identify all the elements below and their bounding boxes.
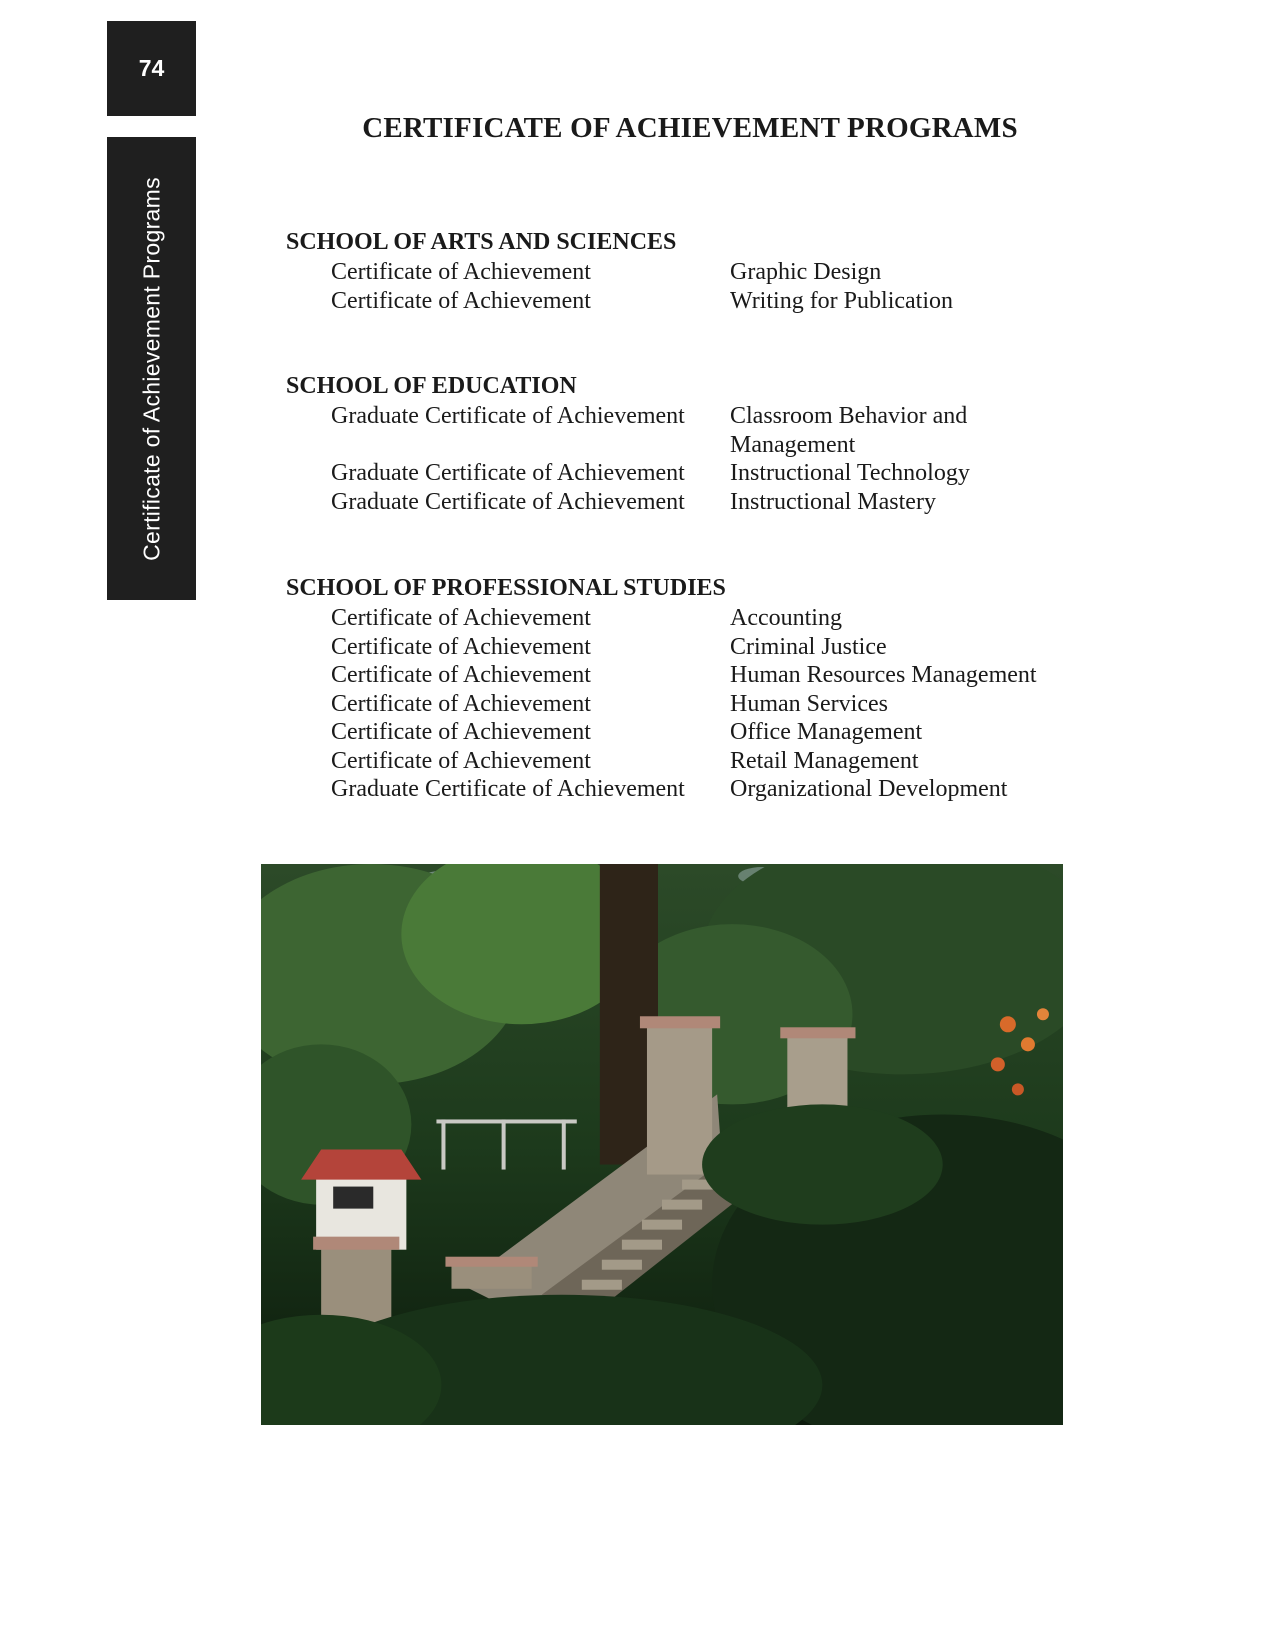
certificate-type: Certificate of Achievement bbox=[331, 747, 591, 774]
section-heading: SCHOOL OF PROFESSIONAL STUDIES bbox=[286, 575, 726, 601]
program-name: Organizational Development bbox=[730, 776, 1008, 802]
certificate-type: Graduate Certificate of Achievement bbox=[331, 460, 685, 486]
program-row bbox=[286, 604, 1086, 633]
program-name: Criminal Justice bbox=[730, 633, 887, 660]
page-number: 74 bbox=[138, 55, 165, 81]
program-name: Accounting bbox=[730, 605, 842, 631]
program-row bbox=[286, 690, 1086, 719]
program-row bbox=[286, 661, 1086, 690]
program-name: Instructional Mastery bbox=[730, 488, 936, 515]
program-name: Retail Management bbox=[730, 747, 919, 774]
campus-stone-stairway-photo bbox=[261, 864, 1063, 1425]
section-heading: SCHOOL OF EDUCATION bbox=[286, 373, 577, 399]
program-name: Human Resources Management bbox=[730, 662, 1037, 688]
certificate-type: Certificate of Achievement bbox=[331, 605, 591, 631]
certificate-type: Graduate Certificate of Achievement bbox=[331, 488, 685, 515]
section-education bbox=[286, 372, 1086, 516]
program-name: Human Services bbox=[730, 690, 888, 717]
section-arts-and-sciences bbox=[286, 228, 1086, 315]
section-heading: SCHOOL OF ARTS AND SCIENCES bbox=[286, 229, 677, 255]
program-row bbox=[286, 402, 1086, 459]
program-name: Classroom Behavior and Management bbox=[730, 403, 968, 458]
photo-illustration bbox=[261, 864, 1063, 1425]
certificate-type: Certificate of Achievement bbox=[331, 633, 591, 660]
certificate-type: Graduate Certificate of Achievement bbox=[331, 776, 685, 802]
page-title: CERTIFICATE OF ACHIEVEMENT PROGRAMS bbox=[362, 112, 1018, 144]
certificate-type: Certificate of Achievement bbox=[331, 719, 591, 745]
program-row bbox=[286, 633, 1086, 662]
certificate-type: Certificate of Achievement bbox=[331, 690, 591, 717]
program-row bbox=[286, 747, 1086, 776]
program-row bbox=[286, 459, 1086, 488]
program-name: Writing for Publication bbox=[730, 287, 953, 314]
program-name: Instructional Technology bbox=[730, 460, 970, 486]
certificate-type: Certificate of Achievement bbox=[331, 259, 591, 285]
certificate-type: Graduate Certificate of Achievement bbox=[331, 403, 685, 429]
program-row bbox=[286, 775, 1086, 804]
program-name: Office Management bbox=[730, 719, 923, 745]
program-name: Graphic Design bbox=[730, 259, 882, 285]
program-row bbox=[286, 488, 1086, 517]
certificate-type: Certificate of Achievement bbox=[331, 662, 591, 688]
section-side-tab bbox=[107, 137, 196, 600]
program-row bbox=[286, 718, 1086, 747]
section-professional-studies bbox=[286, 574, 1086, 804]
page-number-tab bbox=[107, 21, 196, 116]
section-side-tab-label: Certificate of Achievement Programs bbox=[138, 176, 164, 561]
program-row bbox=[286, 258, 1086, 287]
program-row bbox=[286, 287, 1086, 316]
certificate-type: Certificate of Achievement bbox=[331, 287, 591, 314]
